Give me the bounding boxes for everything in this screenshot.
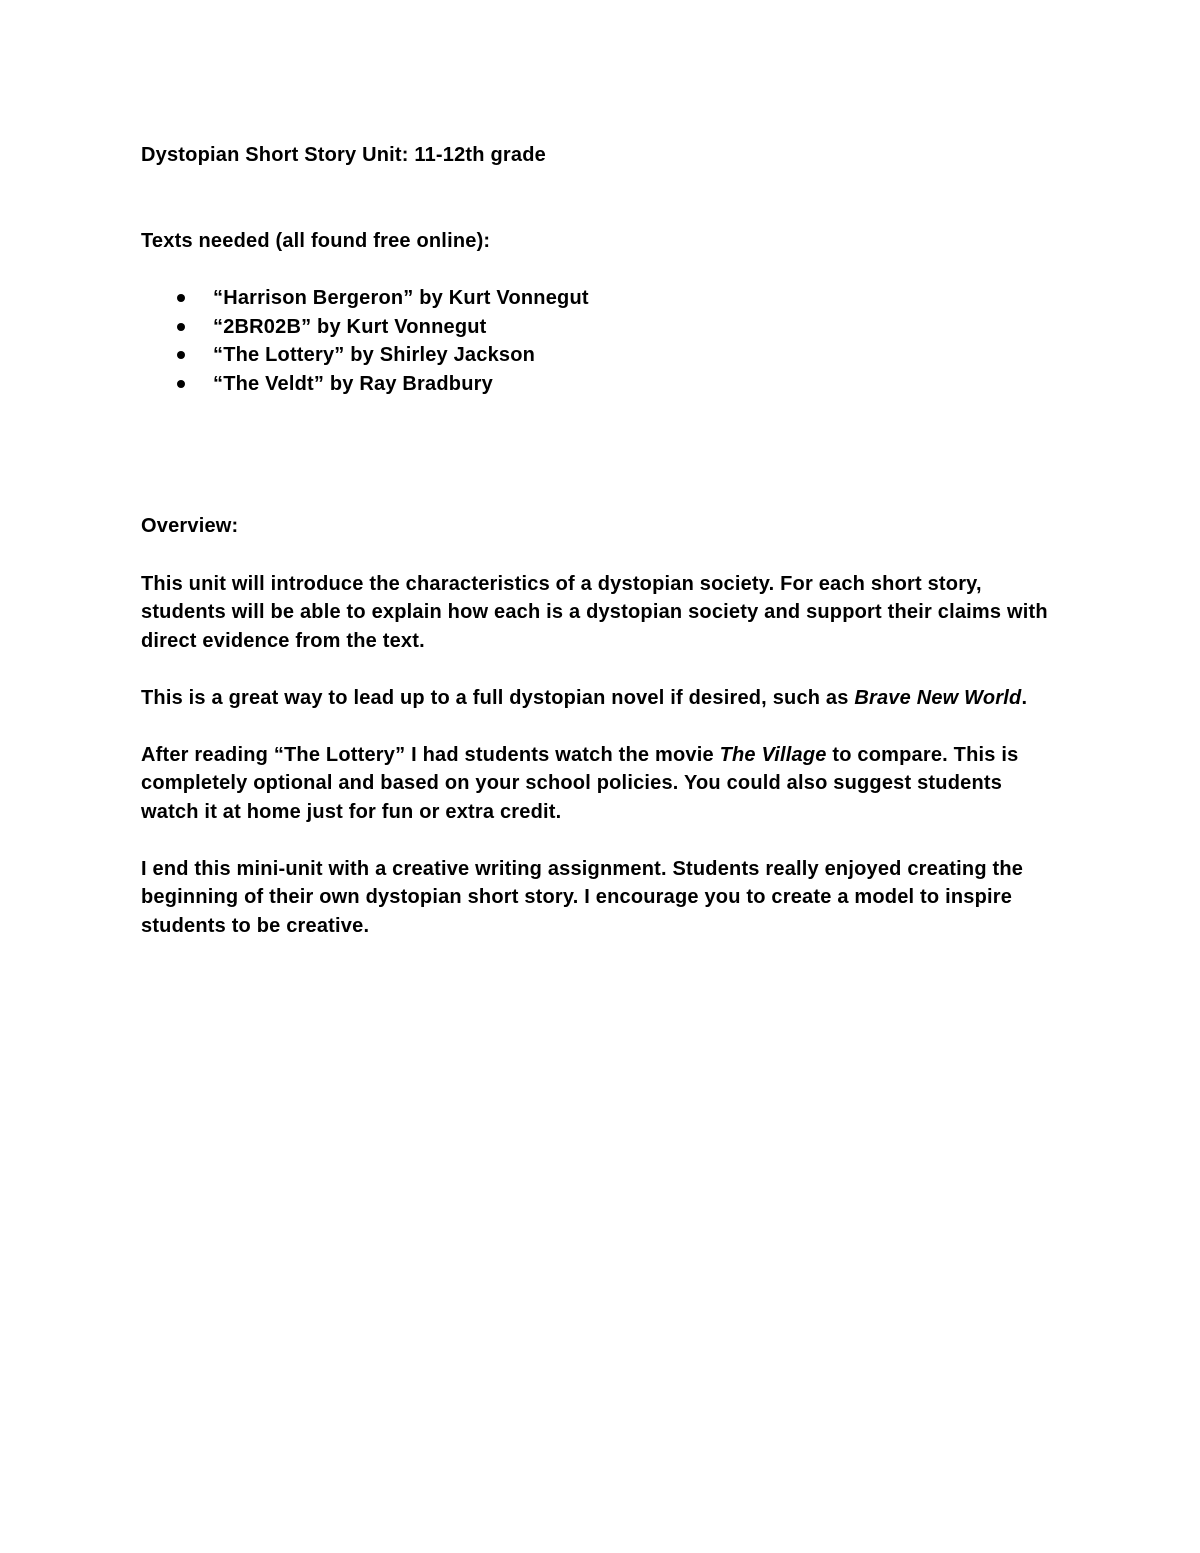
texts-list [141, 284, 1061, 398]
list-item-text: “The Veldt” by Ray Bradbury [213, 372, 493, 395]
document-title: Dystopian Short Story Unit: 11-12th grade [141, 144, 546, 166]
paragraph-text: to compare. This is completely optional and based on your school policies. You could also suggest students watch it at home just for fun or extra credit. [141, 743, 1019, 823]
overview-paragraph-novel [141, 684, 1061, 713]
bullet-icon [177, 323, 185, 331]
list-item-text: “The Lottery” by Shirley Jackson [213, 344, 536, 366]
paragraph-text: . [1021, 686, 1028, 709]
list-item [141, 370, 1061, 399]
book-title: Brave New World [854, 686, 1022, 709]
paragraph-text: This is a great way to lead up to a full dystopian novel if desired, such as [141, 686, 855, 709]
list-item-text: “2BR02B” by Kurt Vonnegut [213, 315, 487, 338]
list-item [141, 341, 1061, 370]
bullet-icon [177, 294, 185, 302]
paragraph-text: After reading “The Lottery” I had students watch the movie [141, 743, 720, 766]
overview-paragraph-intro: This unit will introduce the characteristics of a dystopian society. For each short story, students will be able to explain how each is a dystopian society and support their claims with direct evidence from the text. [141, 572, 1048, 652]
texts-needed-heading: Texts needed (all found free online): [141, 229, 491, 252]
bullet-icon [177, 380, 185, 388]
list-item [141, 284, 1061, 313]
bullet-icon [177, 351, 185, 359]
list-item-text: “Harrison Bergeron” by Kurt Vonnegut [213, 287, 589, 309]
overview-paragraph-movie [141, 741, 1061, 827]
overview-paragraph-assignment: I end this mini-unit with a creative writing assignment. Students really enjoyed creating the beginning of their own dystopian short story. I encourage you to create a model to inspire students to be creative. [141, 857, 1024, 937]
list-item [141, 313, 1061, 342]
movie-title: The Village [719, 743, 827, 766]
overview-heading: Overview: [141, 515, 239, 537]
document-body [141, 141, 1061, 969]
